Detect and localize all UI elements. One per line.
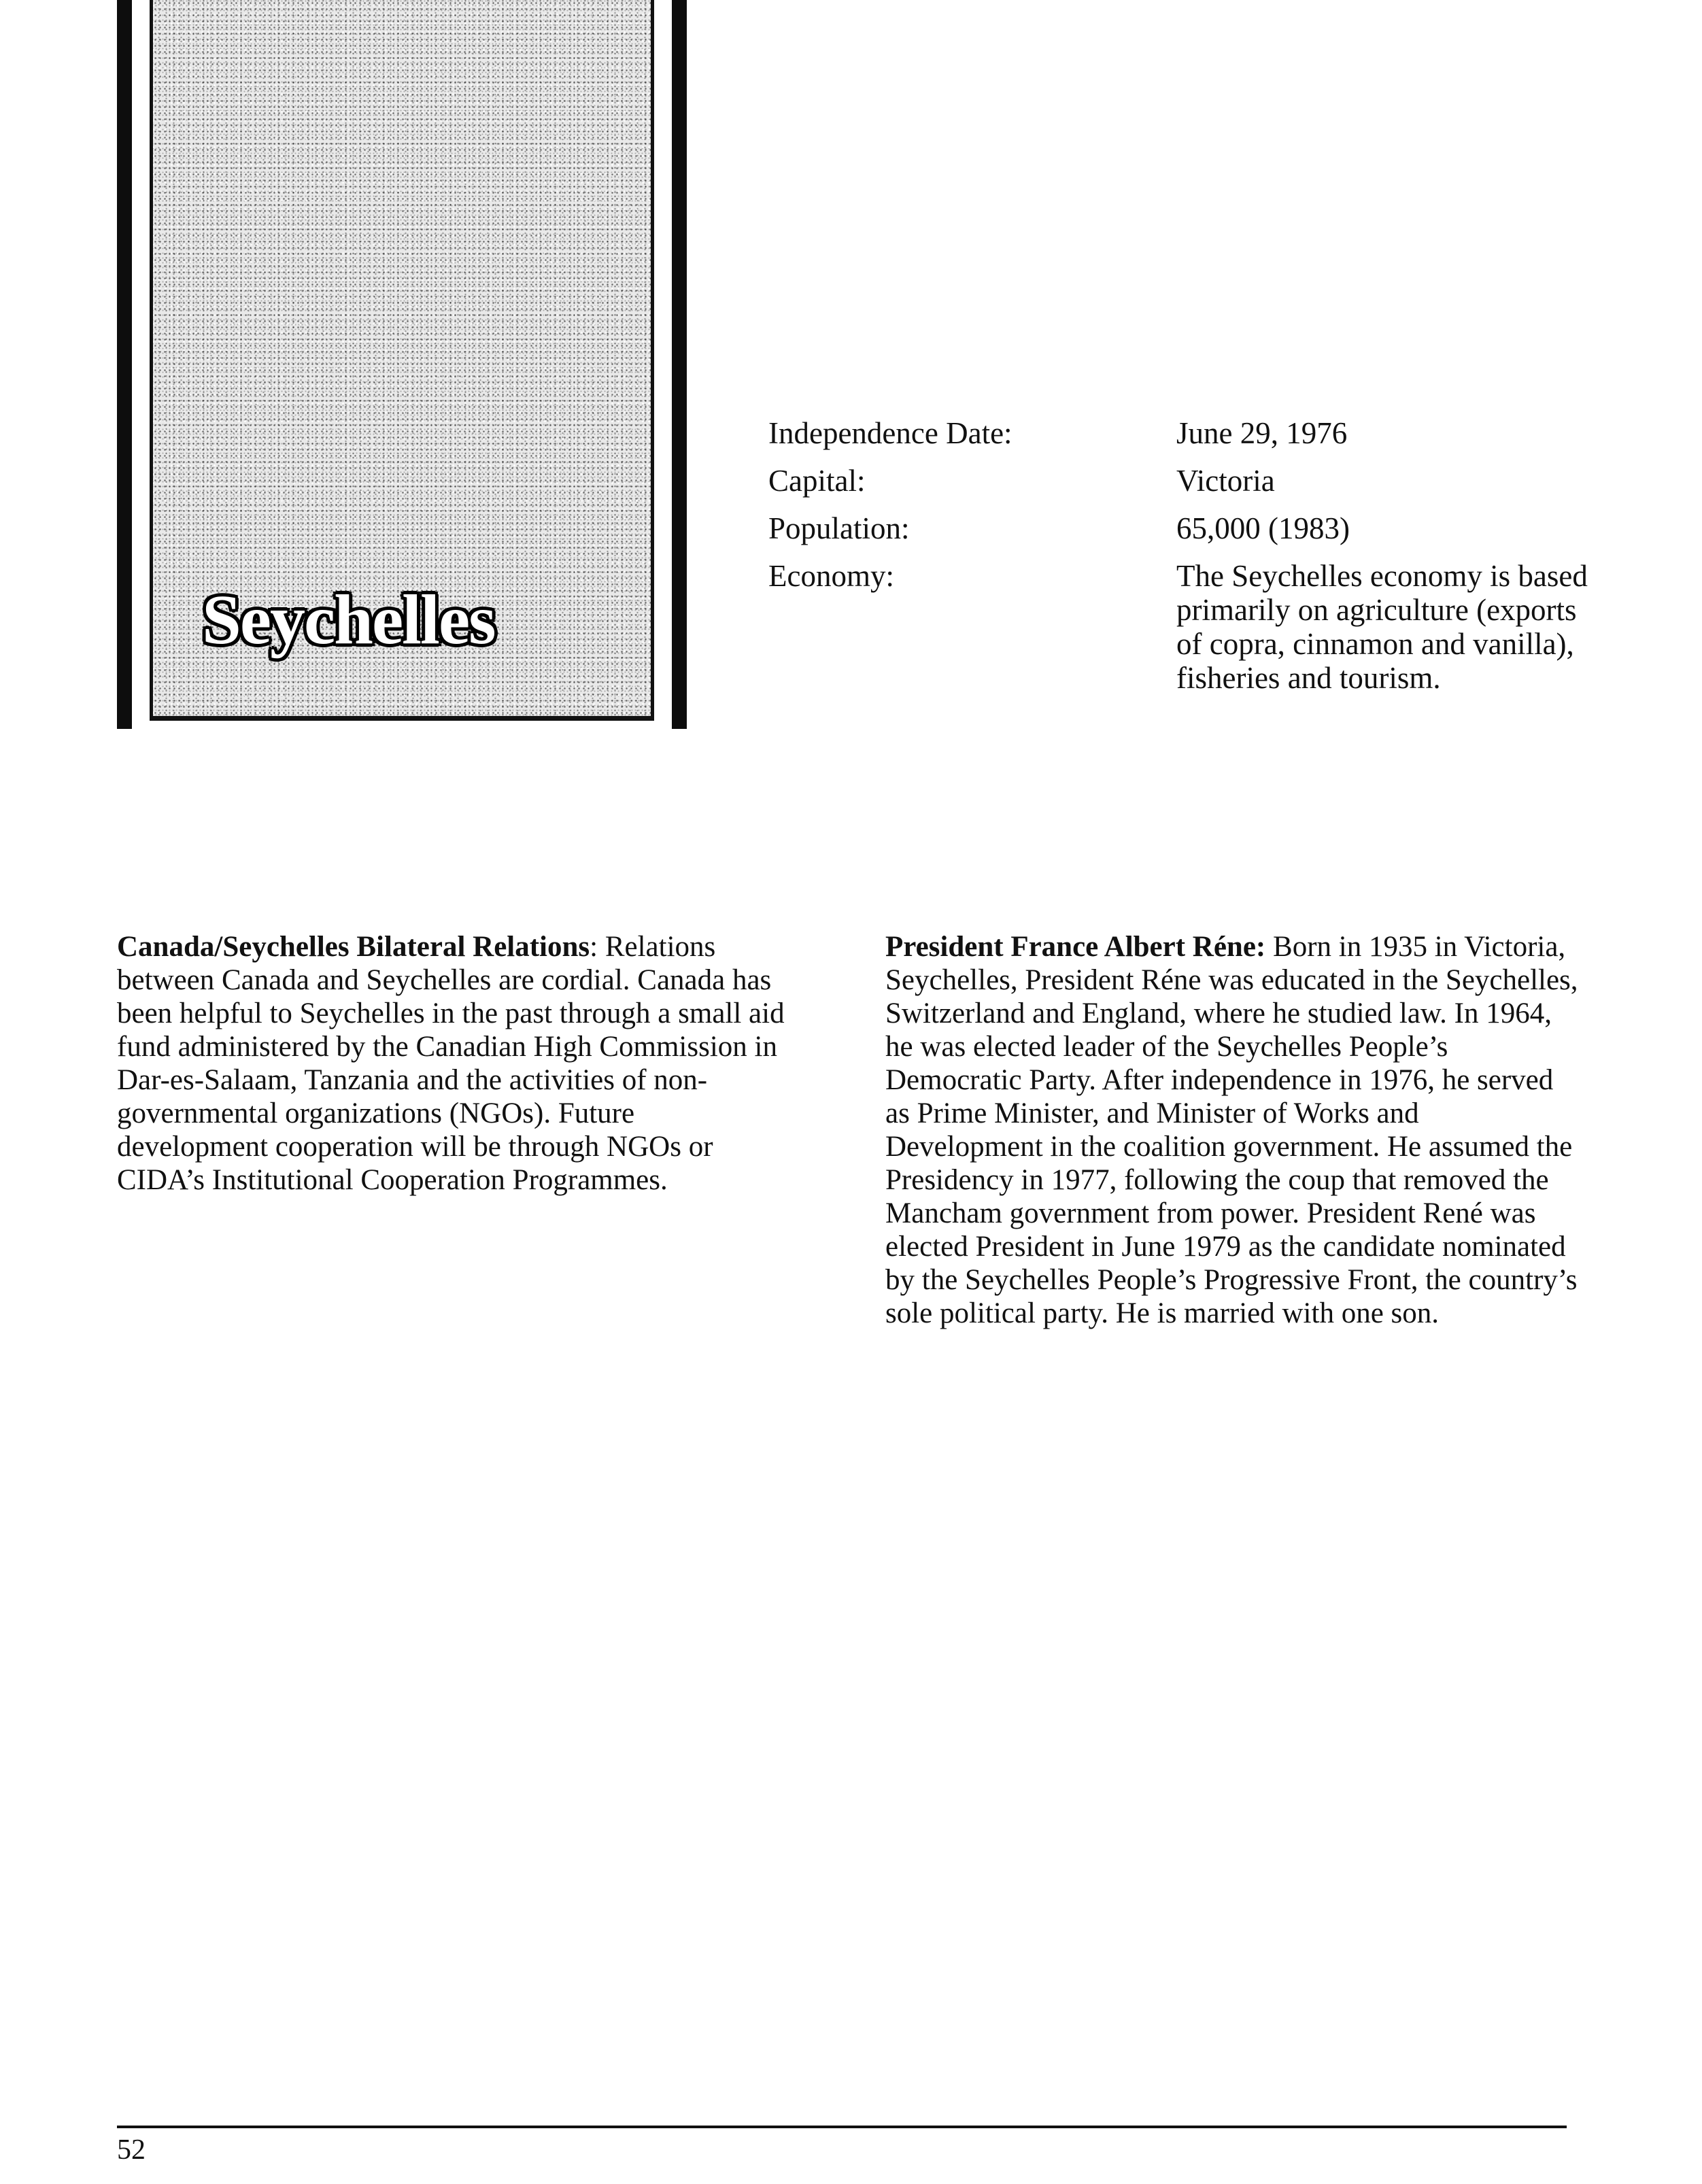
president-bio-section bbox=[885, 930, 1579, 1330]
president-bio-paragraph bbox=[885, 930, 1579, 1330]
country-facts bbox=[768, 416, 1612, 709]
fact-label: Population: bbox=[768, 511, 910, 545]
president-bio-text: Born in 1935 in Victoria, Seychelles, President Réne was educated in the Seychelles, Switzerland and England, where he studied law. In 1964, he was elected leader of the Seychelles People’s Democratic Party. After independence in 1976, he served as Prime Minister, and Minister of Works and Development in the coalition government. He assumed the Presidency in 1977, following the coup that removed the Mancham government from power. President René was elected President in June 1979 as the candidate nominated by the Seychelles People’s Progressive Front, the country’s sole political party. He is married with one son. bbox=[885, 931, 1578, 1329]
fact-value: 65,000 (1983) bbox=[1176, 511, 1350, 545]
fact-value: June 29, 1976 bbox=[1176, 416, 1348, 450]
bilateral-relations-paragraph bbox=[117, 930, 790, 1197]
speckled-title-panel bbox=[150, 0, 654, 721]
title-block bbox=[117, 0, 687, 729]
fact-value: Victoria bbox=[1176, 464, 1275, 498]
footer-rule bbox=[117, 2126, 1567, 2128]
fact-row-capital bbox=[768, 464, 1612, 498]
right-border-bar bbox=[672, 0, 687, 729]
country-title: Seychelles bbox=[202, 581, 495, 659]
left-border-bar bbox=[117, 0, 132, 729]
fact-value: The Seychelles economy is based primarily on agriculture (exports of copra, cinnamon and vanilla), fisheries and tourism. bbox=[1176, 559, 1588, 695]
bilateral-relations-section bbox=[117, 930, 790, 1197]
fact-row-independence bbox=[768, 416, 1612, 450]
fact-label: Economy: bbox=[768, 559, 894, 593]
page-number: 52 bbox=[117, 2134, 146, 2166]
fact-row-population bbox=[768, 511, 1612, 545]
president-bio-heading: President France Albert Réne: bbox=[885, 931, 1266, 963]
fact-label: Independence Date: bbox=[768, 416, 1012, 450]
fact-row-economy bbox=[768, 559, 1612, 695]
bilateral-relations-text: : Relations between Canada and Seychelles are cordial. Canada has been helpful to Seychelles in the past through a small aid fund administered by the Canadian High Commission in Dar-es-Salaam, Tanzania and the activities of non-governmental organizations (NGOs). Future development cooperation will be through NGOs or CIDA’s Institutional Cooperation Programmes. bbox=[117, 931, 785, 1196]
bilateral-relations-heading: Canada/Seychelles Bilateral Relations bbox=[117, 931, 590, 963]
fact-label: Capital: bbox=[768, 464, 866, 498]
